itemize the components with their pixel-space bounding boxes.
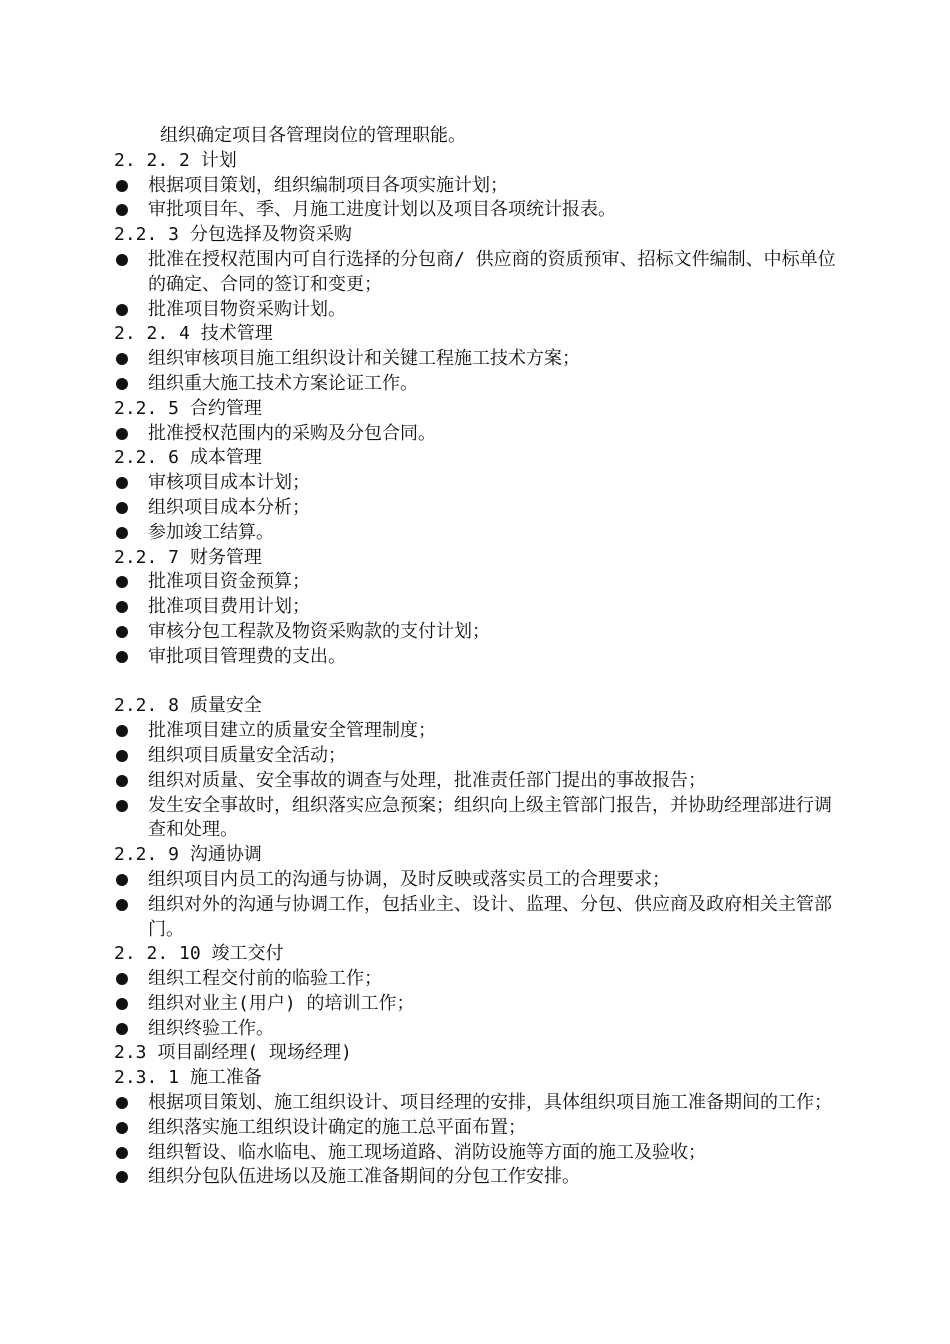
bullet-item (114, 422, 844, 447)
bullet-text: 发生安全事故时，组织落实应急预案；组织向上级主管部门报告，并协助经理部进行调查和处理。 (148, 794, 832, 841)
section-heading: 2.2. 6 成本管理 (114, 447, 262, 469)
bullet-text: 审核分包工程款及物资采购款的支付计划； (148, 620, 490, 642)
bullet-item (114, 521, 844, 546)
bullet-dot-icon (116, 973, 128, 985)
bullet-text: 审核项目成本计划； (148, 472, 310, 494)
blank-line (114, 670, 844, 695)
bullet-dot-icon (116, 204, 128, 216)
bullet-dot-icon (116, 998, 128, 1010)
bullet-dot-icon (116, 601, 128, 613)
bullet-item (114, 248, 844, 298)
bullet-item (114, 347, 844, 372)
bullet-text: 根据项目策划，组织编制项目各项实施计划； (148, 174, 508, 196)
bullet-text: 组织工程交付前的临验工作； (148, 968, 382, 990)
bullet-text: 组织项目质量安全活动； (148, 744, 346, 766)
bullet-item (114, 471, 844, 496)
bullet-item (114, 298, 844, 323)
bullet-text: 审批项目管理费的支出。 (148, 645, 346, 667)
bullet-text: 组织项目内员工的沟通与协调，及时反映或落实员工的合理要求； (148, 868, 670, 890)
bullet-dot-icon (116, 899, 128, 911)
bullet-dot-icon (116, 775, 128, 787)
bullet-dot-icon (116, 651, 128, 663)
bullet-dot-icon (116, 378, 128, 390)
section-heading: 2.2. 8 质量安全 (114, 695, 262, 717)
bullet-dot-icon (116, 1097, 128, 1109)
bullet-dot-icon (116, 304, 128, 316)
bullet-text: 批准项目费用计划； (148, 596, 310, 618)
bullet-text: 参加竣工结算。 (148, 521, 274, 543)
bullet-dot-icon (116, 1171, 128, 1183)
section-heading: 2. 2. 2 计划 (114, 149, 237, 171)
bullet-text: 批准项目物资采购计划。 (148, 298, 346, 320)
bullet-item (114, 744, 844, 769)
bullet-dot-icon (116, 353, 128, 365)
bullet-dot-icon (116, 576, 128, 588)
section-heading: 2.2. 9 沟通协调 (114, 844, 262, 866)
bullet-item (114, 1116, 844, 1141)
bullet-item (114, 496, 844, 521)
bullet-dot-icon (116, 254, 128, 266)
bullet-dot-icon (116, 180, 128, 192)
bullet-text: 批准项目建立的质量安全管理制度； (148, 720, 436, 742)
bullet-item (114, 1141, 844, 1166)
bullet-dot-icon (116, 800, 128, 812)
bullet-item (114, 992, 844, 1017)
section-heading: 2.2. 3 分包选择及物资采购 (114, 224, 352, 246)
bullet-dot-icon (116, 626, 128, 638)
bullet-item (114, 868, 844, 893)
bullet-item (114, 645, 844, 670)
bullet-text: 组织重大施工技术方案论证工作。 (148, 372, 418, 394)
bullet-item (114, 1017, 844, 1042)
bullet-item (114, 198, 844, 223)
section-heading: 2.3 项目副经理( 现场经理) (114, 1042, 352, 1064)
bullet-dot-icon (116, 1147, 128, 1159)
section-heading: 2. 2. 4 技术管理 (114, 323, 273, 345)
bullet-text: 组织对质量、安全事故的调查与处理，批准责任部门提出的事故报告； (148, 769, 706, 791)
bullet-text: 根据项目策划、施工组织设计、项目经理的安排，具体组织项目施工准备期间的工作； (148, 1092, 832, 1114)
bullet-text: 批准在授权范围内可自行选择的分包商/ 供应商的资质预审、招标文件编制、中标单位的确定、合同的签订和变更； (148, 248, 836, 295)
section-heading: 2.3. 1 施工准备 (114, 1067, 262, 1089)
bullet-text: 批准授权范围内的采购及分包合同。 (148, 422, 436, 444)
bullet-text: 组织对业主(用户) 的培训工作； (148, 992, 415, 1014)
bullet-text: 组织项目成本分析； (148, 496, 310, 518)
bullet-item (114, 719, 844, 744)
bullet-text: 审批项目年、季、月施工进度计划以及项目各项统计报表。 (148, 199, 616, 221)
bullet-item (114, 1165, 844, 1190)
bullet-item (114, 570, 844, 595)
bullet-text: 组织暂设、临水临电、施工现场道路、消防设施等方面的施工及验收； (148, 1141, 706, 1163)
bullet-dot-icon (116, 428, 128, 440)
bullet-item (114, 794, 844, 844)
bullet-item (114, 1091, 844, 1116)
bullet-dot-icon (116, 1122, 128, 1134)
bullet-item (114, 893, 844, 943)
bullet-text: 组织落实施工组织设计确定的施工总平面布置； (148, 1116, 526, 1138)
bullet-text: 组织终验工作。 (148, 1017, 274, 1039)
bullet-dot-icon (116, 477, 128, 489)
section-heading: 2. 2. 10 竣工交付 (114, 943, 284, 965)
bullet-item (114, 620, 844, 645)
bullet-item (114, 769, 844, 794)
paragraph-line: 组织确定项目各管理岗位的管理职能。 (160, 125, 466, 146)
bullet-dot-icon (116, 527, 128, 539)
bullet-item (114, 967, 844, 992)
bullet-dot-icon (116, 725, 128, 737)
bullet-item (114, 174, 844, 199)
bullet-dot-icon (116, 1023, 128, 1035)
section-heading: 2.2. 5 合约管理 (114, 397, 262, 419)
bullet-text: 组织对外的沟通与协调工作，包括业主、设计、监理、分包、供应商及政府相关主管部门。 (148, 893, 832, 940)
document-body (114, 124, 844, 1190)
bullet-dot-icon (116, 502, 128, 514)
bullet-dot-icon (116, 874, 128, 886)
section-heading: 2.2. 7 财务管理 (114, 546, 262, 568)
bullet-item (114, 372, 844, 397)
bullet-dot-icon (116, 750, 128, 762)
bullet-text: 组织审核项目施工组织设计和关键工程施工技术方案； (148, 348, 580, 370)
bullet-text: 组织分包队伍进场以及施工准备期间的分包工作安排。 (148, 1166, 580, 1188)
bullet-item (114, 595, 844, 620)
bullet-text: 批准项目资金预算； (148, 571, 310, 593)
